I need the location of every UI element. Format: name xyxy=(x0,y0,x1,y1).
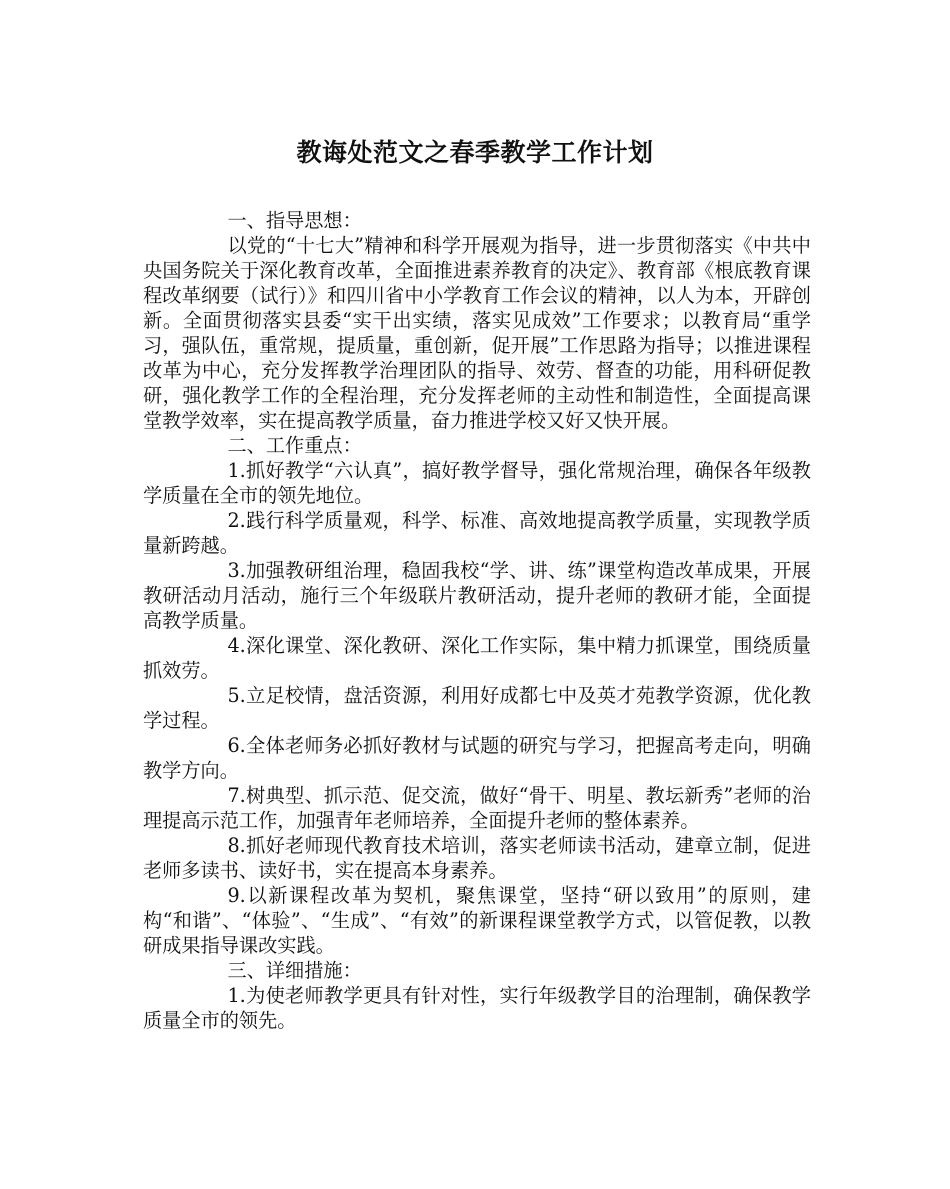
document-body xyxy=(143,208,811,1033)
work-focus-item-4: 4.深化课堂、深化教研、深化工作实际，集中精力抓课堂，围绕质量抓效劳。 xyxy=(143,634,811,682)
work-focus-item-2: 2.践行科学质量观，科学、标准、高效地提高教学质量，实现教学质量新跨越。 xyxy=(143,509,811,557)
section-heading-work-focus: 二、工作重点： xyxy=(227,434,362,457)
work-focus-item-3: 3.加强教研组治理，稳固我校“学、讲、练”课堂构造改革成果，开展教研活动月活动，施行三个年级联片教研活动，提升老师的教研才能，全面提高教学质量。 xyxy=(143,559,811,632)
work-focus-item-1: 1.抓好教学“六认真”，搞好教学督导，强化常规治理，确保各年级教学质量在全市的领先地位。 xyxy=(143,459,811,507)
work-focus-item-6: 6.全体老师务必抓好教材与试题的研究与学习，把握高考走向，明确教学方向。 xyxy=(143,734,811,782)
work-focus-item-9: 9.以新课程改革为契机，聚焦课堂，坚持“研以致用”的原则，建构“和谐”、“体验”、“生成”、“有效”的新课程课堂教学方式，以管促教，以教研成果指导课改实践。 xyxy=(143,884,811,957)
work-focus-item-7: 7.树典型、抓示范、促交流，做好“骨干、明星、教坛新秀”老师的治理提高示范工作，加强青年老师培养，全面提升老师的整体素养。 xyxy=(143,784,811,832)
guiding-ideology-paragraph: 以党的“十七大”精神和科学开展观为指导，进一步贯彻落实《中共中央国务院关于深化教育改革，全面推进素养教育的决定》、教育部《根底教育课程改革纲要（试行）》和四川省中小学教育工作会议的精神，以人为本，开辟创新。全面贯彻落实县委“实干出实绩，落实见成效”工作要求；以教育局“重学习，强队伍，重常规，提质量，重创新，促开展”工作思路为指导；以推进课程改革为中心，充分发挥教学治理团队的指导、效劳、督查的功能，用科研促教研，强化教学工作的全程治理，充分发挥老师的主动性和制造性，全面提高课堂教学效率，实在提高教学质量，奋力推进学校又好又快开展。 xyxy=(143,234,811,432)
section-heading-guiding-ideology: 一、指导思想： xyxy=(227,209,362,232)
work-focus-item-5: 5.立足校情，盘活资源，利用好成都七中及英才苑教学资源，优化教学过程。 xyxy=(143,684,811,732)
section-heading-specific-measures: 三、详细措施： xyxy=(227,959,362,982)
work-focus-item-8: 8.抓好老师现代教育技术培训，落实老师读书活动，建章立制，促进老师多读书、读好书，实在提高本身素养。 xyxy=(143,834,811,882)
specific-measures-item-1: 1.为使老师教学更具有针对性，实行年级教学目的治理制，确保教学质量全市的领先。 xyxy=(143,984,811,1032)
document-title: 教诲处范文之春季教学工作计划 xyxy=(296,138,654,167)
